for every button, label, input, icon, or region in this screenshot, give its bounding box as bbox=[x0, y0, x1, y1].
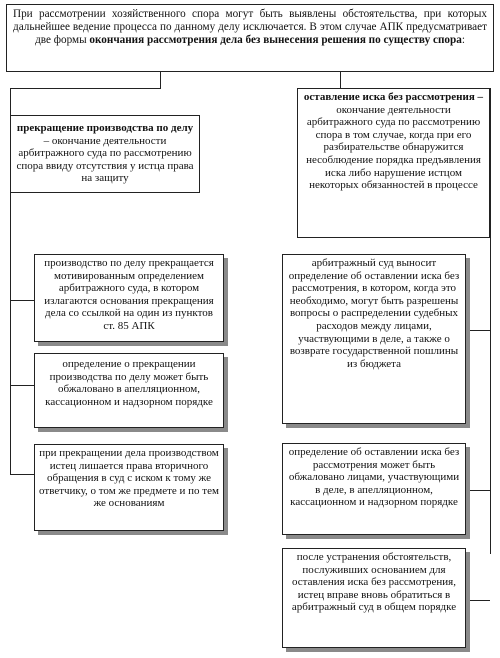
termination-item-1 bbox=[34, 254, 224, 342]
dismissal-item-3-text: после устранения обстоятельств, послуживших основанием для оставления иска без рассмотрения, истец вправе вновь обратиться в арбитражный суд в общем порядке bbox=[291, 551, 457, 614]
connector-title-down bbox=[160, 72, 161, 89]
connector-left-to-title bbox=[10, 88, 160, 89]
intro-colon: : bbox=[461, 34, 465, 46]
connector-left-item-1 bbox=[10, 300, 34, 301]
termination-item-2-text: определение о прекращении производства по делу может быть обжаловано в апелляционном, кассационном и надзорном порядке bbox=[45, 358, 213, 408]
connector-right-item-2 bbox=[466, 490, 490, 491]
termination-item-3 bbox=[34, 444, 224, 531]
dismissal-item-2 bbox=[282, 443, 466, 535]
connector-left-item-3 bbox=[10, 474, 34, 475]
connector-right-vertical bbox=[490, 88, 491, 554]
connector-right-item-3 bbox=[466, 600, 490, 601]
dismissal-title: оставление иска без рассмотрения – bbox=[303, 91, 484, 103]
termination-item-1-text: производство по делу прекращается мотивированным определением арбитражного суда, в котором излагаются основания прекращения дела со ссылкой на один из пунктов ст. 85 АПК bbox=[44, 257, 214, 332]
dismissal-item-2-text: определение об оставлении иска без рассмотрения может быть обжаловано лицами, участвующими в деле, в апелляционном, кассационном и надзорном порядке bbox=[288, 446, 460, 509]
intro-text: При рассмотрении хозяйственного спора могут быть выявлены обстоятельства, при которых дальнейшее ведение процесса по данному делу исключается. В этом случае АПК предусматривает две формы bbox=[13, 8, 487, 46]
connector-right-item-1 bbox=[466, 330, 490, 331]
dismissal-definition-box bbox=[297, 88, 490, 238]
dismissal-desc: окончание деятельности арбитражного суда по рассмотрению спора в том случае, когда при его разбирательстве обнаружится несоблюдение порядка предъявления иска либо нарушение истцом некоторых обязанностей в процессе bbox=[306, 103, 481, 192]
connector-title-down-right bbox=[340, 72, 341, 89]
dismissal-item-3 bbox=[282, 548, 466, 648]
termination-item-3-text: при прекращении дела производством истец лишается права вторичного обращения в суд с иском к тому же ответчику, о том же предмете и по тем же основаниям bbox=[39, 447, 219, 510]
termination-desc: – окончание деятельности арбитражного суда по рассмотрению спора ввиду отсутствия у истца права на защиту bbox=[16, 134, 194, 185]
dismissal-item-1 bbox=[282, 254, 466, 424]
termination-title: прекращение производства по делу bbox=[16, 122, 194, 134]
termination-item-2 bbox=[34, 353, 224, 428]
termination-definition-box bbox=[10, 115, 200, 193]
dismissal-item-1-text: арбитражный суд выносит определение об оставлении иска без рассмотрения, в котором, когда это необходимо, могут быть разрешены вопросы о распределении судебных расходов между лицами, участвующими в деле, а также о возврате государственной пошлины из бюджета bbox=[288, 257, 460, 370]
intro-box bbox=[6, 4, 494, 72]
connector-left-item-2 bbox=[10, 385, 34, 386]
intro-bold-text: окончания рассмотрения дела без вынесения решения по существу спора bbox=[89, 34, 462, 46]
